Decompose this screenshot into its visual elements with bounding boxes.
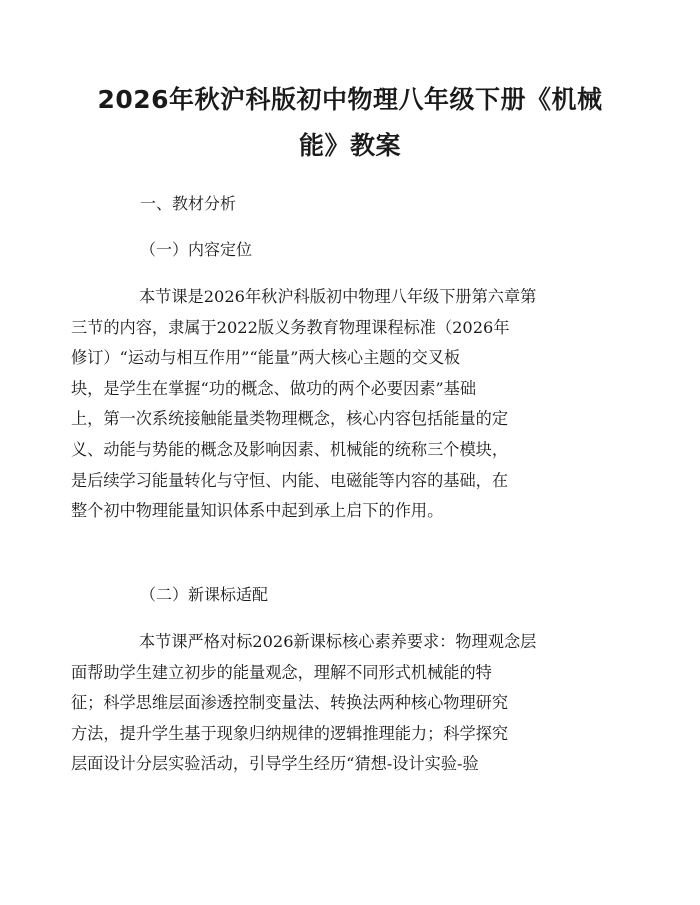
paragraph-line: 是后续学习能量转化与守恒、内能、电磁能等内容的基础，在 — [71, 470, 509, 490]
paragraph-line: 整个初中物理能量知识体系中起到承上启下的作用。 — [71, 501, 444, 521]
subheading-curriculum-standard: （二）新课标适配 — [140, 585, 269, 604]
paragraph-line: 征；科学思维层面渗透控制变量法、转换法两种核心物理研究 — [71, 693, 509, 713]
paragraph-line: 块，是学生在掌握“功的概念、做功的两个必要因素”基础 — [71, 378, 477, 398]
paragraph-line: 面帮助学生建立初步的能量观念，理解不同形式机械能的特 — [71, 662, 492, 682]
paragraph-content-positioning — [71, 282, 599, 527]
paragraph-line: 修订）“运动与相互作用”“能量”两大核心主题的交叉板 — [71, 348, 461, 368]
title-line-2: 能》教案 — [298, 131, 401, 160]
paragraph-line: 上，第一次系统接触能量类物理概念，核心内容包括能量的定 — [71, 409, 509, 429]
paragraph-line: 义、动能与势能的概念及影响因素、机械能的统称三个模块， — [71, 439, 509, 459]
paragraph-line: 三节的内容，隶属于2022版义务教育物理课程标准（2026年 — [71, 317, 510, 337]
title-line-1: 2026年秋沪科版初中物理八年级下册《机械 — [97, 85, 603, 114]
subheading-content-positioning: （一）内容定位 — [140, 240, 253, 259]
paragraph-line: 本节课严格对标2026新课标核心素养要求：物理观念层 — [139, 632, 537, 651]
document-title — [90, 77, 610, 169]
paragraph-line: 方法，提升学生基于现象归纳规律的逻辑推理能力；科学探究 — [71, 723, 509, 743]
paragraph-curriculum-standard — [71, 627, 599, 780]
paragraph-line: 层面设计分层实验活动，引导学生经历“猜想-设计实验-验 — [71, 754, 479, 774]
heading-textbook-analysis: 一、教材分析 — [140, 194, 237, 213]
paragraph-line: 本节课是2026年秋沪科版初中物理八年级下册第六章第 — [139, 287, 537, 306]
